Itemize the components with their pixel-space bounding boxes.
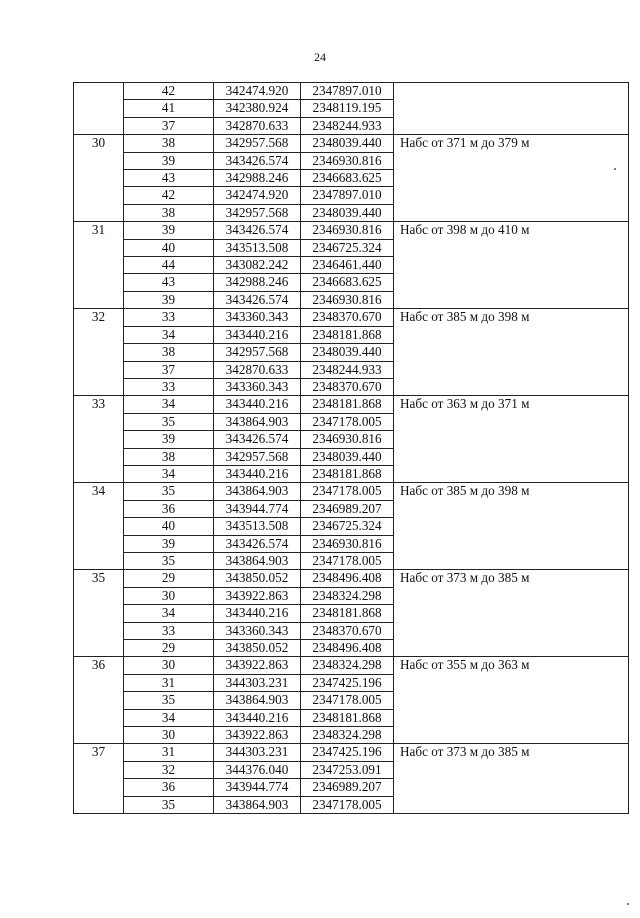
- point-number: 39: [124, 431, 214, 448]
- y-coordinate: 2346725.324: [301, 518, 394, 535]
- page-number: 24: [314, 50, 326, 64]
- elevation-note: Набс от 373 м до 385 м: [394, 744, 629, 814]
- y-coordinate: 2348039.440: [301, 135, 394, 152]
- x-coordinate: 343850.052: [214, 570, 301, 587]
- x-coordinate: 343944.774: [214, 779, 301, 796]
- x-coordinate: 343426.574: [214, 222, 301, 239]
- point-number: 35: [124, 692, 214, 709]
- point-number: 30: [124, 657, 214, 674]
- x-coordinate: 343513.508: [214, 239, 301, 256]
- y-coordinate: 2348181.868: [301, 709, 394, 726]
- scan-speck: [614, 168, 616, 170]
- table-row: [74, 222, 629, 239]
- x-coordinate: 342988.246: [214, 274, 301, 291]
- x-coordinate: 343360.343: [214, 378, 301, 395]
- point-number: 43: [124, 274, 214, 291]
- point-number: 40: [124, 518, 214, 535]
- y-coordinate: 2348244.933: [301, 361, 394, 378]
- point-number: 35: [124, 552, 214, 569]
- x-coordinate: 343440.216: [214, 465, 301, 482]
- elevation-note: Набс от 355 м до 363 м: [394, 657, 629, 744]
- y-coordinate: 2347178.005: [301, 692, 394, 709]
- y-coordinate: 2348039.440: [301, 344, 394, 361]
- y-coordinate: 2346725.324: [301, 239, 394, 256]
- table-row: [74, 135, 629, 152]
- y-coordinate: 2348181.868: [301, 605, 394, 622]
- point-number: 36: [124, 779, 214, 796]
- y-coordinate: 2346989.207: [301, 779, 394, 796]
- zone-number: 36: [74, 657, 124, 744]
- x-coordinate: 343440.216: [214, 326, 301, 343]
- zone-number: [74, 83, 124, 135]
- elevation-note: Набс от 371 м до 379 м: [394, 135, 629, 222]
- table-row: [74, 309, 629, 326]
- y-coordinate: 2348039.440: [301, 448, 394, 465]
- y-coordinate: 2348370.670: [301, 309, 394, 326]
- x-coordinate: 343440.216: [214, 396, 301, 413]
- x-coordinate: 344303.231: [214, 744, 301, 761]
- point-number: 33: [124, 309, 214, 326]
- x-coordinate: 342957.568: [214, 204, 301, 221]
- y-coordinate: 2348496.408: [301, 640, 394, 657]
- point-number: 34: [124, 605, 214, 622]
- y-coordinate: 2347897.010: [301, 83, 394, 100]
- point-number: 36: [124, 500, 214, 517]
- point-number: 35: [124, 796, 214, 813]
- table-row: [74, 396, 629, 413]
- point-number: 33: [124, 378, 214, 395]
- x-coordinate: 343922.863: [214, 727, 301, 744]
- zone-number: 37: [74, 744, 124, 814]
- x-coordinate: 342870.633: [214, 361, 301, 378]
- x-coordinate: 343864.903: [214, 552, 301, 569]
- point-number: 31: [124, 674, 214, 691]
- y-coordinate: 2348119.195: [301, 100, 394, 117]
- x-coordinate: 343864.903: [214, 413, 301, 430]
- x-coordinate: 343440.216: [214, 605, 301, 622]
- y-coordinate: 2346930.816: [301, 535, 394, 552]
- y-coordinate: 2347178.005: [301, 413, 394, 430]
- table-row: [74, 657, 629, 674]
- y-coordinate: 2348181.868: [301, 465, 394, 482]
- x-coordinate: 343360.343: [214, 309, 301, 326]
- x-coordinate: 342474.920: [214, 187, 301, 204]
- point-number: 40: [124, 239, 214, 256]
- elevation-note: [394, 83, 629, 135]
- point-number: 37: [124, 361, 214, 378]
- point-number: 34: [124, 709, 214, 726]
- y-coordinate: 2346930.816: [301, 291, 394, 308]
- table-row: [74, 483, 629, 500]
- y-coordinate: 2346683.625: [301, 274, 394, 291]
- y-coordinate: 2346683.625: [301, 170, 394, 187]
- x-coordinate: 342957.568: [214, 135, 301, 152]
- y-coordinate: 2346930.816: [301, 152, 394, 169]
- x-coordinate: 343850.052: [214, 640, 301, 657]
- point-number: 31: [124, 744, 214, 761]
- point-number: 42: [124, 187, 214, 204]
- elevation-note: Набс от 363 м до 371 м: [394, 396, 629, 483]
- y-coordinate: 2348370.670: [301, 378, 394, 395]
- y-coordinate: 2348181.868: [301, 326, 394, 343]
- y-coordinate: 2348181.868: [301, 396, 394, 413]
- point-number: 38: [124, 135, 214, 152]
- x-coordinate: 343360.343: [214, 622, 301, 639]
- point-number: 42: [124, 83, 214, 100]
- elevation-note: Набс от 373 м до 385 м: [394, 570, 629, 657]
- x-coordinate: 342957.568: [214, 448, 301, 465]
- y-coordinate: 2347253.091: [301, 761, 394, 778]
- x-coordinate: 344303.231: [214, 674, 301, 691]
- point-number: 33: [124, 622, 214, 639]
- point-number: 39: [124, 535, 214, 552]
- x-coordinate: 343426.574: [214, 535, 301, 552]
- point-number: 44: [124, 257, 214, 274]
- x-coordinate: 343864.903: [214, 483, 301, 500]
- x-coordinate: 342988.246: [214, 170, 301, 187]
- elevation-note: Набс от 385 м до 398 м: [394, 309, 629, 396]
- table-row: [74, 744, 629, 761]
- point-number: 29: [124, 570, 214, 587]
- y-coordinate: 2348039.440: [301, 204, 394, 221]
- x-coordinate: 342957.568: [214, 344, 301, 361]
- point-number: 39: [124, 291, 214, 308]
- y-coordinate: 2348324.298: [301, 657, 394, 674]
- y-coordinate: 2347425.196: [301, 674, 394, 691]
- x-coordinate: 344376.040: [214, 761, 301, 778]
- x-coordinate: 343426.574: [214, 431, 301, 448]
- y-coordinate: 2348370.670: [301, 622, 394, 639]
- point-number: 35: [124, 483, 214, 500]
- x-coordinate: 343426.574: [214, 152, 301, 169]
- table-row: [74, 83, 629, 100]
- coordinates-table-body: [74, 83, 629, 814]
- scan-speck: [627, 903, 629, 905]
- elevation-note: Набс от 385 м до 398 м: [394, 483, 629, 570]
- zone-number: 34: [74, 483, 124, 570]
- y-coordinate: 2347425.196: [301, 744, 394, 761]
- point-number: 38: [124, 448, 214, 465]
- point-number: 34: [124, 396, 214, 413]
- point-number: 30: [124, 727, 214, 744]
- y-coordinate: 2347178.005: [301, 483, 394, 500]
- point-number: 43: [124, 170, 214, 187]
- x-coordinate: 343864.903: [214, 692, 301, 709]
- x-coordinate: 343440.216: [214, 709, 301, 726]
- y-coordinate: 2346930.816: [301, 431, 394, 448]
- x-coordinate: 343082.242: [214, 257, 301, 274]
- x-coordinate: 343944.774: [214, 500, 301, 517]
- x-coordinate: 343426.574: [214, 291, 301, 308]
- point-number: 32: [124, 761, 214, 778]
- x-coordinate: 343513.508: [214, 518, 301, 535]
- y-coordinate: 2348324.298: [301, 587, 394, 604]
- y-coordinate: 2348496.408: [301, 570, 394, 587]
- coordinates-table: [73, 82, 629, 814]
- y-coordinate: 2346461.440: [301, 257, 394, 274]
- point-number: 37: [124, 117, 214, 134]
- point-number: 30: [124, 587, 214, 604]
- x-coordinate: 342870.633: [214, 117, 301, 134]
- x-coordinate: 342380.924: [214, 100, 301, 117]
- x-coordinate: 343922.863: [214, 657, 301, 674]
- y-coordinate: 2347178.005: [301, 552, 394, 569]
- zone-number: 33: [74, 396, 124, 483]
- x-coordinate: 343864.903: [214, 796, 301, 813]
- point-number: 39: [124, 152, 214, 169]
- point-number: 39: [124, 222, 214, 239]
- zone-number: 31: [74, 222, 124, 309]
- y-coordinate: 2347178.005: [301, 796, 394, 813]
- point-number: 38: [124, 344, 214, 361]
- y-coordinate: 2348324.298: [301, 727, 394, 744]
- elevation-note: Набс от 398 м до 410 м: [394, 222, 629, 309]
- y-coordinate: 2346989.207: [301, 500, 394, 517]
- point-number: 38: [124, 204, 214, 221]
- point-number: 35: [124, 413, 214, 430]
- zone-number: 30: [74, 135, 124, 222]
- zone-number: 32: [74, 309, 124, 396]
- point-number: 29: [124, 640, 214, 657]
- point-number: 34: [124, 326, 214, 343]
- y-coordinate: 2346930.816: [301, 222, 394, 239]
- y-coordinate: 2348244.933: [301, 117, 394, 134]
- point-number: 34: [124, 465, 214, 482]
- x-coordinate: 343922.863: [214, 587, 301, 604]
- y-coordinate: 2347897.010: [301, 187, 394, 204]
- point-number: 41: [124, 100, 214, 117]
- x-coordinate: 342474.920: [214, 83, 301, 100]
- table-row: [74, 570, 629, 587]
- zone-number: 35: [74, 570, 124, 657]
